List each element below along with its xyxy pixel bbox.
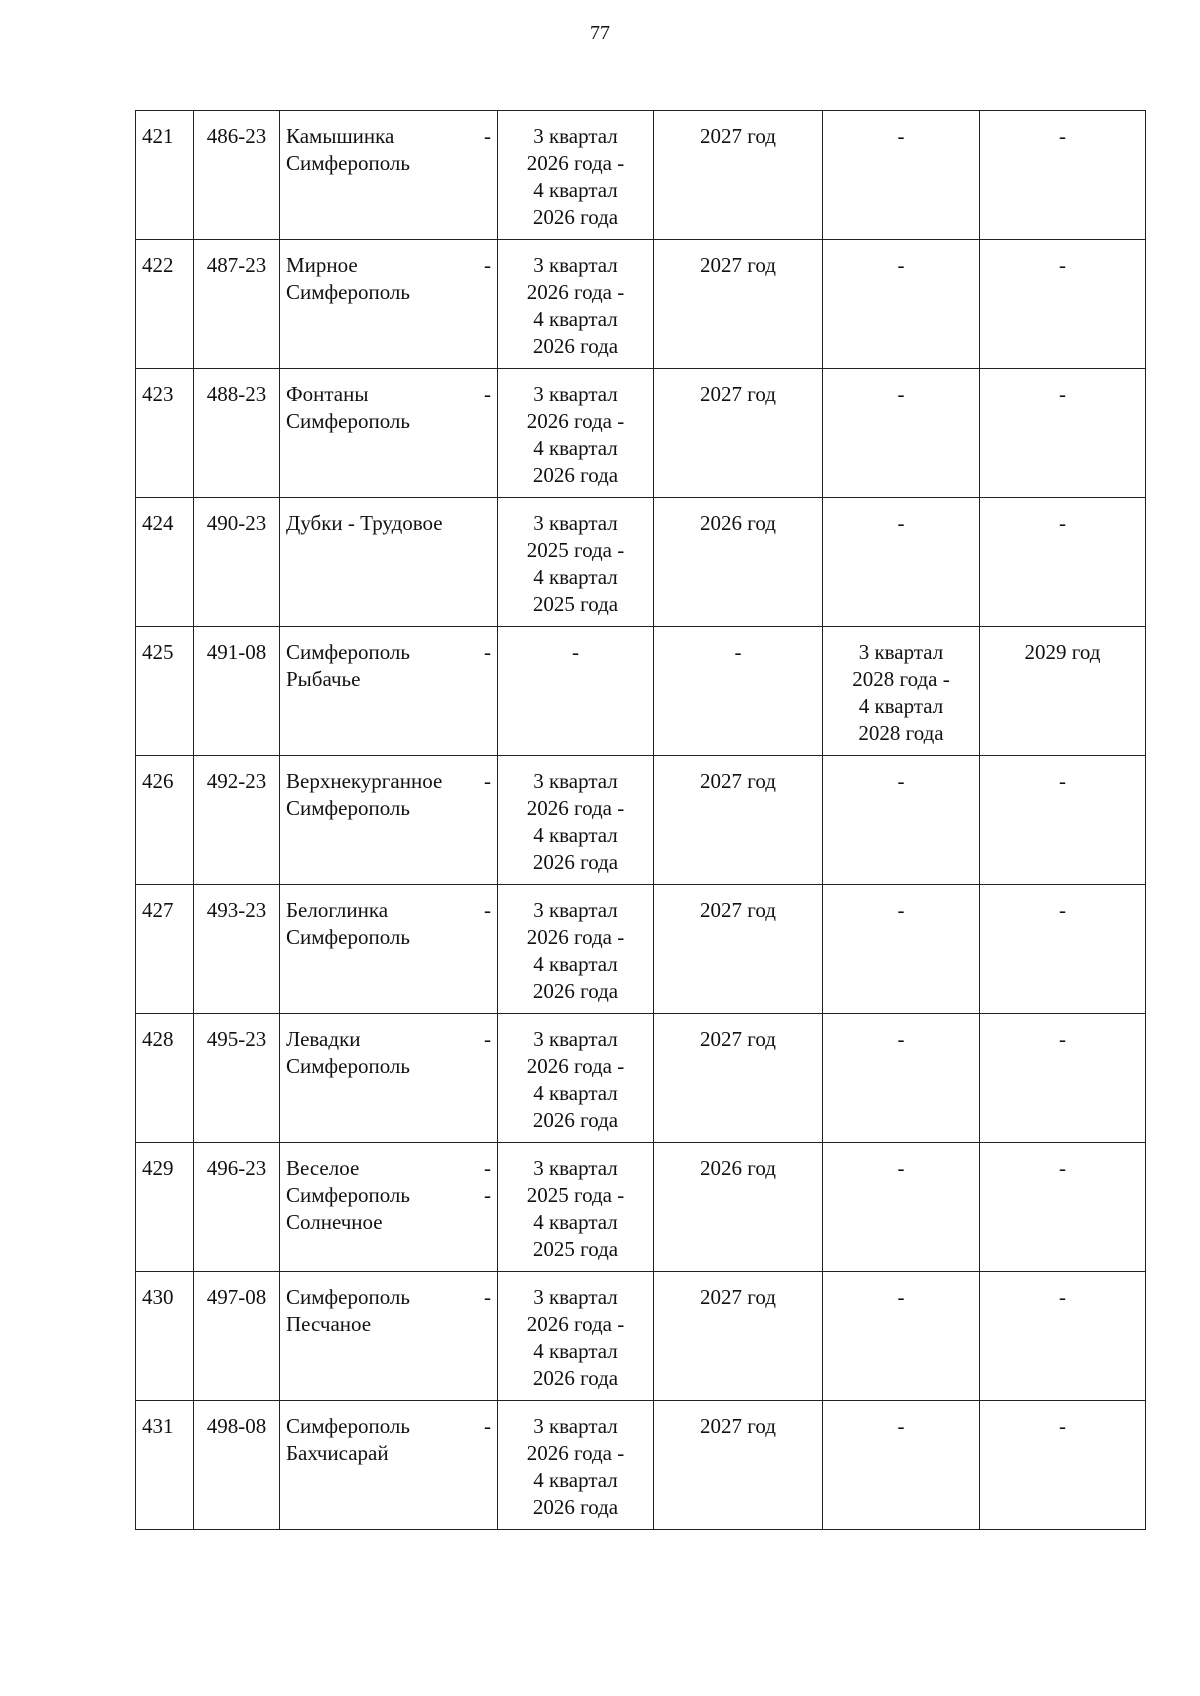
route-name-cell bbox=[280, 369, 498, 498]
period-line: 2026 года bbox=[532, 850, 619, 874]
year-value: 2027 год bbox=[700, 1414, 776, 1438]
route-code: 491-08 bbox=[206, 640, 267, 664]
period-line: 4 квартал bbox=[533, 1210, 618, 1234]
period-line: 2026 года - bbox=[526, 151, 625, 175]
year2-cell bbox=[980, 1014, 1146, 1143]
row-number: 425 bbox=[142, 640, 174, 664]
route-separator-dash: - bbox=[484, 253, 491, 277]
route-code-cell bbox=[194, 369, 280, 498]
year2-cell bbox=[980, 1272, 1146, 1401]
route-name-cell bbox=[280, 1014, 498, 1143]
year-value: 2026 год bbox=[700, 1156, 776, 1180]
route-name-line: Белоглинка bbox=[286, 898, 389, 922]
route-code-cell bbox=[194, 1401, 280, 1530]
row-number-cell bbox=[136, 627, 194, 756]
row-number: 423 bbox=[142, 382, 174, 406]
route-code: 487-23 bbox=[206, 253, 267, 277]
route-name-cell bbox=[280, 885, 498, 1014]
table-row bbox=[136, 498, 1146, 627]
period-line: 2026 года bbox=[532, 979, 619, 1003]
period-line: 2026 года - bbox=[526, 796, 625, 820]
route-code-cell bbox=[194, 111, 280, 240]
row-number: 428 bbox=[142, 1027, 174, 1051]
year2-value: - bbox=[1059, 769, 1066, 793]
period2-cell bbox=[823, 885, 980, 1014]
route-code: 488-23 bbox=[206, 382, 267, 406]
year2-value: - bbox=[1059, 1156, 1066, 1180]
period-line: 2025 года - bbox=[526, 1183, 625, 1207]
year-value: 2027 год bbox=[700, 382, 776, 406]
year-value: 2027 год bbox=[700, 124, 776, 148]
row-number-cell bbox=[136, 885, 194, 1014]
route-name-line: Симферополь bbox=[286, 409, 410, 433]
row-number: 421 bbox=[142, 124, 174, 148]
period-line: 3 квартал bbox=[533, 253, 618, 277]
route-name-line: Симферополь bbox=[286, 925, 410, 949]
table-row bbox=[136, 627, 1146, 756]
period2-line: - bbox=[897, 1414, 905, 1438]
period2-cell bbox=[823, 498, 980, 627]
routes-table bbox=[135, 110, 1146, 1530]
route-name-cell bbox=[280, 498, 498, 627]
period-line: 2026 года bbox=[532, 205, 619, 229]
period-cell bbox=[498, 1401, 654, 1530]
period-line: 2026 года - bbox=[526, 1441, 625, 1465]
year2-cell bbox=[980, 369, 1146, 498]
period-line: 2026 года - bbox=[526, 409, 625, 433]
period2-cell bbox=[823, 369, 980, 498]
route-separator-dash: - bbox=[484, 1156, 491, 1180]
year2-value: - bbox=[1059, 1414, 1066, 1438]
route-name-cell bbox=[280, 1143, 498, 1272]
year-cell bbox=[654, 1272, 823, 1401]
row-number: 430 bbox=[142, 1285, 174, 1309]
route-code: 490-23 bbox=[206, 511, 267, 535]
row-number-cell bbox=[136, 369, 194, 498]
row-number: 429 bbox=[142, 1156, 174, 1180]
period-line: 4 квартал bbox=[533, 1081, 618, 1105]
year-value: 2026 год bbox=[700, 511, 776, 535]
period2-cell bbox=[823, 627, 980, 756]
period2-line: - bbox=[897, 124, 905, 148]
period2-line: 2028 года - bbox=[852, 667, 950, 691]
table-row bbox=[136, 240, 1146, 369]
route-separator-dash: - bbox=[484, 382, 491, 406]
period2-line: - bbox=[897, 1285, 905, 1309]
route-separator-dash: - bbox=[484, 124, 491, 148]
period-line: 3 квартал bbox=[533, 124, 618, 148]
year-cell bbox=[654, 1401, 823, 1530]
year-value: 2027 год bbox=[700, 253, 776, 277]
route-name-line: Фонтаны bbox=[286, 382, 369, 406]
year-cell bbox=[654, 498, 823, 627]
year-cell bbox=[654, 885, 823, 1014]
period2-line: - bbox=[897, 1027, 905, 1051]
route-separator-dash: - bbox=[484, 640, 491, 664]
period2-cell bbox=[823, 111, 980, 240]
year-value: - bbox=[734, 640, 742, 664]
table-body bbox=[136, 111, 1146, 1530]
route-name-line: Симферополь bbox=[286, 640, 410, 664]
route-code: 486-23 bbox=[206, 124, 267, 148]
period-line: 2026 года bbox=[532, 463, 619, 487]
route-name-line: Песчаное bbox=[286, 1312, 372, 1336]
route-name-line: Рыбачье bbox=[286, 667, 361, 691]
route-name-cell bbox=[280, 627, 498, 756]
period-line: 2026 года bbox=[532, 334, 619, 358]
year-value: 2027 год bbox=[700, 898, 776, 922]
route-code: 492-23 bbox=[206, 769, 267, 793]
route-name-line: Камышинка bbox=[286, 124, 395, 148]
year2-cell bbox=[980, 627, 1146, 756]
route-name-cell bbox=[280, 756, 498, 885]
year-cell bbox=[654, 1143, 823, 1272]
period2-line: 2028 года bbox=[858, 721, 944, 745]
route-name-line: Верхнекурганное bbox=[286, 769, 443, 793]
year-cell bbox=[654, 240, 823, 369]
period-line: 2025 года bbox=[532, 592, 619, 616]
row-number: 422 bbox=[142, 253, 174, 277]
period2-cell bbox=[823, 1272, 980, 1401]
period-line: - bbox=[572, 640, 579, 664]
row-number: 424 bbox=[142, 511, 174, 535]
route-name-line: Веселое bbox=[286, 1156, 360, 1180]
year2-cell bbox=[980, 1143, 1146, 1272]
route-separator-dash: - bbox=[484, 769, 491, 793]
year2-cell bbox=[980, 1401, 1146, 1530]
route-name-line: Левадки bbox=[286, 1027, 361, 1051]
table-row bbox=[136, 1014, 1146, 1143]
period-line: 2025 года bbox=[532, 1237, 619, 1261]
row-number: 431 bbox=[142, 1414, 174, 1438]
table-row bbox=[136, 369, 1146, 498]
period-line: 4 квартал bbox=[533, 307, 618, 331]
period-line: 3 квартал bbox=[533, 1414, 618, 1438]
period-cell bbox=[498, 885, 654, 1014]
period-line: 2026 года - bbox=[526, 925, 625, 949]
route-name-line: Симферополь bbox=[286, 280, 410, 304]
year-cell bbox=[654, 627, 823, 756]
period2-line: - bbox=[897, 898, 905, 922]
route-code: 496-23 bbox=[206, 1156, 267, 1180]
period2-line: 4 квартал bbox=[858, 694, 944, 718]
period-cell bbox=[498, 627, 654, 756]
route-name-line: Симферополь bbox=[286, 1183, 410, 1207]
route-name-line: Дубки - Трудовое bbox=[286, 511, 443, 535]
row-number: 427 bbox=[142, 898, 174, 922]
table-row bbox=[136, 1401, 1146, 1530]
period-line: 4 квартал bbox=[533, 178, 618, 202]
year2-value: 2029 год bbox=[1024, 640, 1101, 664]
route-name-line: Симферополь bbox=[286, 1054, 410, 1078]
period2-cell bbox=[823, 1143, 980, 1272]
period-line: 4 квартал bbox=[533, 823, 618, 847]
year2-cell bbox=[980, 111, 1146, 240]
period-cell bbox=[498, 1143, 654, 1272]
route-name-line: Симферополь bbox=[286, 1285, 410, 1309]
period2-line: - bbox=[897, 1156, 905, 1180]
period-line: 2026 года - bbox=[526, 1054, 625, 1078]
route-name-line: Солнечное bbox=[286, 1210, 383, 1234]
route-name-cell bbox=[280, 111, 498, 240]
period-line: 4 квартал bbox=[533, 1339, 618, 1363]
route-name-line: Мирное bbox=[286, 253, 358, 277]
route-separator-dash: - bbox=[484, 1285, 491, 1309]
period-line: 2025 года - bbox=[526, 538, 625, 562]
year-cell bbox=[654, 111, 823, 240]
page-number: 77 bbox=[590, 22, 610, 44]
period-line: 4 квартал bbox=[533, 1468, 618, 1492]
route-code: 495-23 bbox=[206, 1027, 267, 1051]
year2-value: - bbox=[1059, 1285, 1066, 1309]
route-separator-dash: - bbox=[484, 1183, 491, 1207]
row-number-cell bbox=[136, 1272, 194, 1401]
period-cell bbox=[498, 498, 654, 627]
year2-value: - bbox=[1059, 511, 1066, 535]
table-row bbox=[136, 1143, 1146, 1272]
route-name-line: Симферополь bbox=[286, 151, 410, 175]
period2-line: 3 квартал bbox=[858, 640, 944, 664]
period-line: 3 квартал bbox=[533, 1027, 618, 1051]
year-cell bbox=[654, 756, 823, 885]
route-name-cell bbox=[280, 1272, 498, 1401]
period2-line: - bbox=[897, 511, 905, 535]
row-number-cell bbox=[136, 498, 194, 627]
route-code-cell bbox=[194, 498, 280, 627]
year2-value: - bbox=[1059, 898, 1066, 922]
row-number-cell bbox=[136, 1143, 194, 1272]
row-number-cell bbox=[136, 111, 194, 240]
year2-cell bbox=[980, 756, 1146, 885]
period-line: 4 квартал bbox=[533, 565, 618, 589]
period2-cell bbox=[823, 1401, 980, 1530]
period-cell bbox=[498, 240, 654, 369]
period-line: 3 квартал bbox=[533, 382, 618, 406]
year-cell bbox=[654, 1014, 823, 1143]
row-number: 426 bbox=[142, 769, 174, 793]
period-line: 3 квартал bbox=[533, 511, 618, 535]
route-code-cell bbox=[194, 1014, 280, 1143]
period-line: 2026 года - bbox=[526, 280, 625, 304]
route-separator-dash: - bbox=[484, 1414, 491, 1438]
row-number-cell bbox=[136, 1401, 194, 1530]
year-cell bbox=[654, 369, 823, 498]
period-cell bbox=[498, 756, 654, 885]
route-code-cell bbox=[194, 885, 280, 1014]
period-line: 3 квартал bbox=[533, 898, 618, 922]
route-separator-dash: - bbox=[484, 898, 491, 922]
period-line: 4 квартал bbox=[533, 436, 618, 460]
route-name-line: Бахчисарай bbox=[286, 1441, 389, 1465]
period-cell bbox=[498, 1272, 654, 1401]
route-code-cell bbox=[194, 627, 280, 756]
year-value: 2027 год bbox=[700, 769, 776, 793]
period-line: 3 квартал bbox=[533, 1156, 618, 1180]
year2-cell bbox=[980, 498, 1146, 627]
period-line: 2026 года bbox=[532, 1108, 619, 1132]
period2-line: - bbox=[897, 253, 905, 277]
period-line: 2026 года bbox=[532, 1495, 619, 1519]
period-line: 3 квартал bbox=[533, 1285, 618, 1309]
year2-value: - bbox=[1059, 253, 1066, 277]
row-number-cell bbox=[136, 756, 194, 885]
period2-cell bbox=[823, 756, 980, 885]
route-code-cell bbox=[194, 1272, 280, 1401]
period-cell bbox=[498, 111, 654, 240]
route-name-line: Симферополь bbox=[286, 1414, 410, 1438]
route-name-line: Симферополь bbox=[286, 796, 410, 820]
period2-line: - bbox=[897, 382, 905, 406]
year2-value: - bbox=[1059, 382, 1066, 406]
year2-cell bbox=[980, 885, 1146, 1014]
period-cell bbox=[498, 369, 654, 498]
period2-cell bbox=[823, 240, 980, 369]
year2-value: - bbox=[1059, 124, 1066, 148]
table-row bbox=[136, 885, 1146, 1014]
period-cell bbox=[498, 1014, 654, 1143]
route-code: 498-08 bbox=[206, 1414, 267, 1438]
year-value: 2027 год bbox=[700, 1285, 776, 1309]
year-value: 2027 год bbox=[700, 1027, 776, 1051]
route-code-cell bbox=[194, 240, 280, 369]
period-line: 4 квартал bbox=[533, 952, 618, 976]
table-row bbox=[136, 1272, 1146, 1401]
year2-value: - bbox=[1059, 1027, 1066, 1051]
period-line: 2026 года bbox=[532, 1366, 619, 1390]
route-separator-dash: - bbox=[484, 1027, 491, 1051]
period2-cell bbox=[823, 1014, 980, 1143]
year2-cell bbox=[980, 240, 1146, 369]
period-line: 2026 года - bbox=[526, 1312, 625, 1336]
route-name-cell bbox=[280, 240, 498, 369]
row-number-cell bbox=[136, 1014, 194, 1143]
period-line: 3 квартал bbox=[533, 769, 618, 793]
route-name-cell bbox=[280, 1401, 498, 1530]
route-code: 497-08 bbox=[206, 1285, 267, 1309]
route-code-cell bbox=[194, 1143, 280, 1272]
table-row bbox=[136, 111, 1146, 240]
period2-line: - bbox=[897, 769, 905, 793]
route-code: 493-23 bbox=[206, 898, 267, 922]
table-row bbox=[136, 756, 1146, 885]
row-number-cell bbox=[136, 240, 194, 369]
route-code-cell bbox=[194, 756, 280, 885]
